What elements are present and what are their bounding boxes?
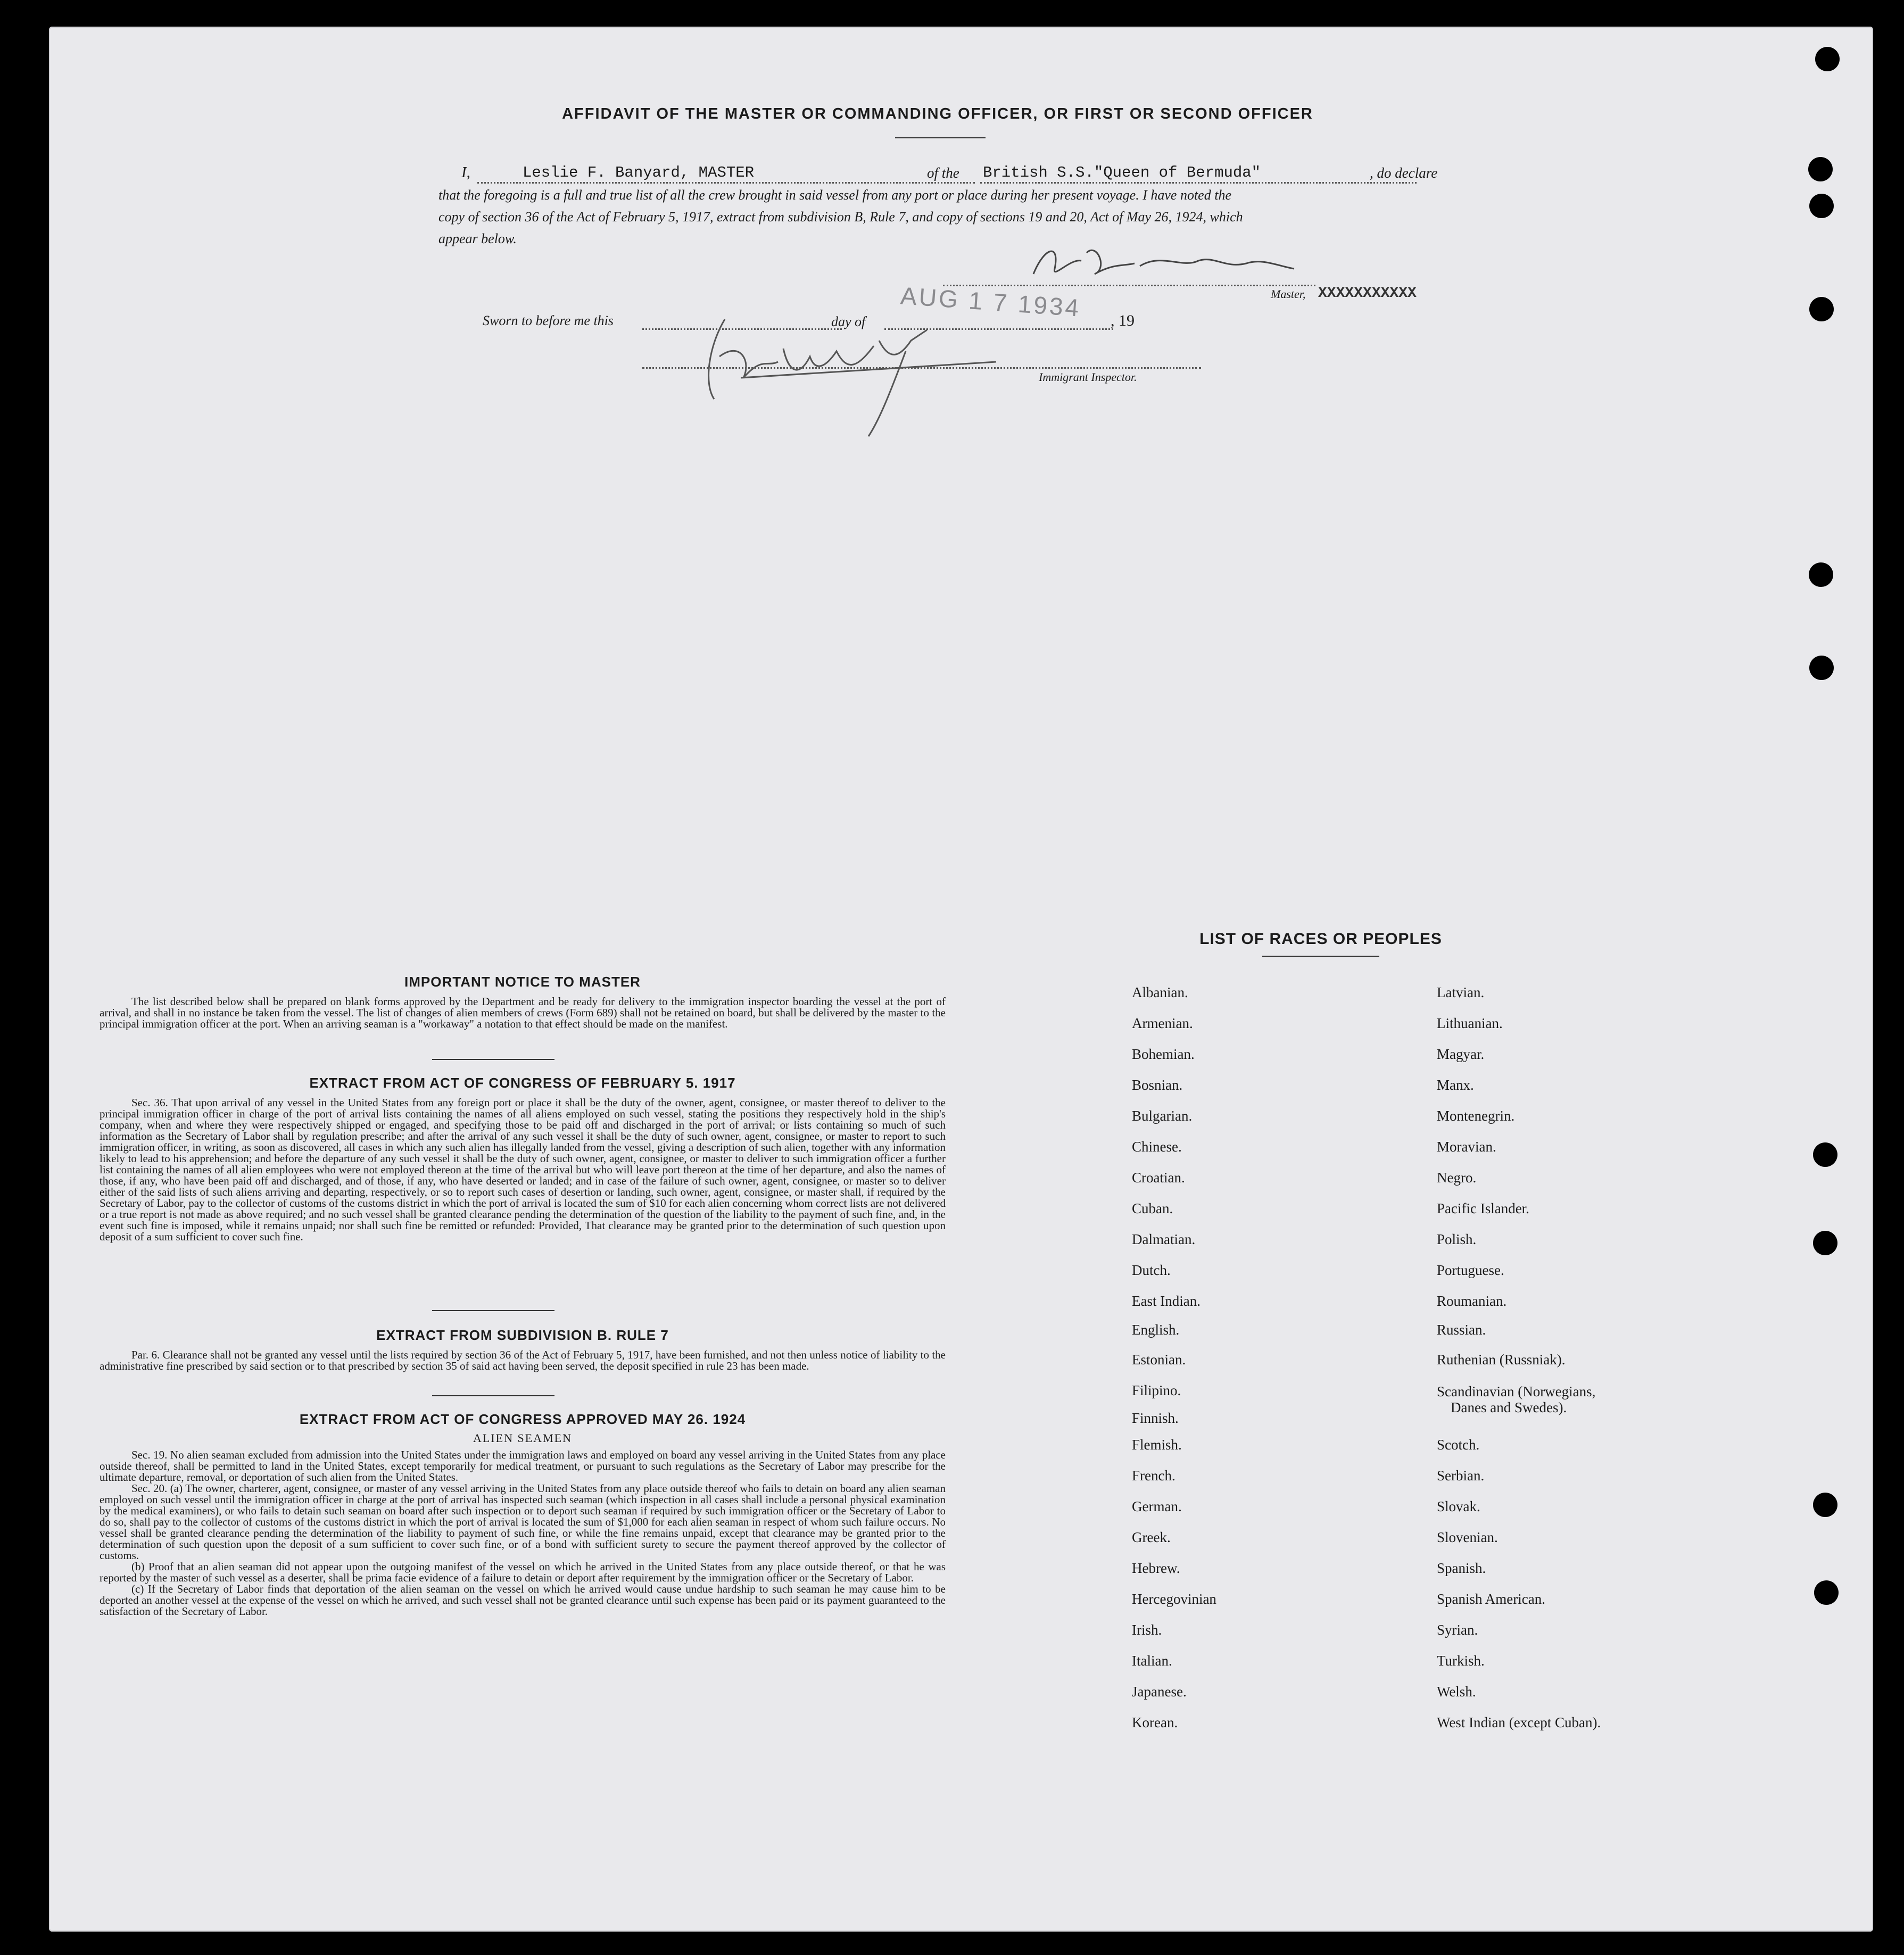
race-item: Finnish. [1132,1410,1179,1426]
dotted-line [477,182,975,184]
binder-hole [1809,297,1834,321]
inspector-signature [677,298,1007,447]
race-item: Hebrew. [1132,1560,1180,1576]
affidavit-i: I, [461,164,470,181]
master-name: Leslie F. Banyard, MASTER [523,164,755,181]
race-item: Slovenian. [1437,1529,1498,1545]
race-item: Estonian. [1132,1352,1186,1368]
race-item: Russian. [1437,1322,1486,1338]
race-item: Bohemian. [1132,1046,1195,1062]
binder-hole [1813,1142,1837,1167]
race-item: Lithuanian. [1437,1015,1503,1031]
race-item: Spanish American. [1437,1591,1545,1607]
race-item: English. [1132,1322,1180,1338]
binder-hole [1809,656,1834,680]
race-item: Dutch. [1132,1262,1171,1278]
race-item: Manx. [1437,1077,1474,1093]
race-item: French. [1132,1468,1175,1484]
vessel-name: British S.S."Queen of Bermuda" [983,164,1261,181]
extract-1924-subtitle: ALIEN SEAMEN [473,1431,572,1445]
race-item: Scandinavian (Norwegians, [1437,1384,1596,1399]
affidavit-title: AFFIDAVIT OF THE MASTER OR COMMANDING OFFICER, OR FIRST OR SECOND OFFICER [562,105,1313,122]
race-item: Slovak. [1437,1498,1480,1514]
race-item: Cuban. [1132,1200,1173,1216]
race-item: Syrian. [1437,1622,1478,1638]
binder-hole [1813,1493,1837,1517]
extract-1924-text: Sec. 19. No alien seaman excluded from admission into the United States under the immigration laws and employed on board any vessel arriving in the United States from any place outside thereof, shall be permitted to land in the United States, except temporarily for medical treatment, or pursuant to such regulations as the Secretary of Labor may prescribe for the ultimate departure, removal, or deportation of such alien from the United States. Sec. 20. (a) The owner, charterer, agent, consignee, or master of any vessel arriving in the United States from any place outside thereof who fails to detain on board any alien seaman employed on such vessel until the immigration officer in charge at the port of arrival has inspected such seaman (which inspection in all cases shall include a personal physical examination by the medical examiners), or who fails to detain such seaman on board after such inspection or to deport such seaman if required by such immigration officer or the Secretary of Labor to do so, shall pay to the collector of customs of the customs district in which the port of arrival is located the sum of $1,000 for each alien seaman in respect of whom such failure occurs. No vessel shall be granted clearance pending the determination of the liability to payment of such fine, or while the fine remains unpaid, except that clearance may be granted prior to the determination of such question upon the deposit of a sum sufficient to cover such fine, or of a bond with sufficient surety to secure the payment thereof approved by the collector of customs. (b) Proof that an alien seaman did not appear upon the outgoing manifest of the vessel on which he arrived in the United States from any place outside thereof, or that he was reported by the master of such vessel as a deserter, shall be prima facie evidence of a failure to detain or deport after requirement by the immigration officer or the Secretary of Labor. (c) If the Secretary of Labor finds that deportation of the alien seaman on the vessel on which he arrived would cause undue hardship to such seaman he may cause him to be deported an another vessel at the expense of the vessel on which he arrived, and such vessel shall not be granted clearance until such expense has been paid or its payment guaranteed to the satisfaction of the Secretary of Labor. [100,1448,946,1618]
year-prefix: , 19 [1111,312,1135,329]
inspector-line [642,367,1201,369]
dotted-line [980,182,1417,184]
race-item: Danes and Swedes). [1451,1399,1567,1415]
race-item: Albanian. [1132,984,1188,1000]
day-of-label: day of [831,314,866,329]
divider [895,137,986,138]
master-label: Master, [1271,287,1306,301]
notice-title: IMPORTANT NOTICE TO MASTER [404,974,641,990]
divider [432,1310,554,1311]
race-item: Filipino. [1132,1382,1181,1398]
race-item: Montenegrin. [1437,1108,1515,1124]
binder-hole [1809,194,1834,218]
divider [432,1059,554,1060]
struck-title: XXXXXXXXXXX [1318,285,1417,302]
race-item: Bulgarian. [1132,1108,1193,1124]
race-item: Moravian. [1437,1139,1496,1155]
divider [1262,956,1379,957]
races-title: LIST OF RACES OR PEOPLES [1199,930,1442,948]
race-item: Irish. [1132,1622,1162,1638]
binder-hole [1814,1580,1839,1605]
race-item: Pacific Islander. [1437,1200,1529,1216]
sworn-label: Sworn to before me this [483,313,614,328]
race-item: East Indian. [1132,1293,1201,1309]
race-item: Armenian. [1132,1015,1193,1031]
binder-hole [1813,1231,1837,1255]
race-item: Turkish. [1437,1653,1485,1669]
race-item: Dalmatian. [1132,1231,1196,1247]
race-item: Spanish. [1437,1560,1486,1576]
race-item: Chinese. [1132,1139,1182,1155]
extract-1917-title: EXTRACT FROM ACT OF CONGRESS OF FEBRUARY 5. 1917 [309,1075,736,1091]
race-item: Latvian. [1437,984,1485,1000]
race-item: German. [1132,1498,1182,1514]
rule-7-text: Par. 6. Clearance shall not be granted any vessel until the lists required by section 36 of the Act of February 5, 1917, have been furnished, and not then unless notice of liability to the administrative fine prescribed by said section or to that prescribed by section 35 of said act having been served, the deposit specified in rule 23 has been made. [100,1348,946,1372]
affidavit-line-4: appear below. [438,231,517,246]
race-item: Italian. [1132,1653,1172,1669]
race-item: Korean. [1132,1714,1178,1730]
race-item: Scotch. [1437,1437,1480,1453]
extract-1924-title: EXTRACT FROM ACT OF CONGRESS APPROVED MAY 26. 1924 [299,1411,746,1427]
race-item: West Indian (except Cuban). [1437,1714,1601,1730]
race-item: Negro. [1437,1170,1477,1186]
race-item: Roumanian. [1437,1293,1507,1309]
divider [432,1395,554,1396]
race-item: Portuguese. [1437,1262,1504,1278]
race-item: Bosnian. [1132,1077,1183,1093]
do-declare-label: , do declare [1370,165,1438,181]
date-stamp: AUG 1 7 1934 [899,281,1082,322]
race-item: Croatian. [1132,1170,1185,1186]
affidavit-line-2: that the foregoing is a full and true list of all the crew brought in said vessel from any port or place during her present voyage. I have noted the [438,187,1231,203]
race-item: Polish. [1437,1231,1477,1247]
inspector-label: Immigrant Inspector. [1039,370,1137,384]
master-signature [1023,237,1299,295]
rule-7-title: EXTRACT FROM SUBDIVISION B. RULE 7 [376,1327,669,1343]
race-item: Flemish. [1132,1437,1182,1453]
document-page [49,27,1873,1932]
binder-hole [1809,562,1833,587]
of-the-label: of the [927,165,959,181]
race-item: Japanese. [1132,1684,1187,1700]
race-item: Welsh. [1437,1684,1476,1700]
affidavit-line-3: copy of section 36 of the Act of February 5, 1917, extract from subdivision B, Rule 7, and copy of sections 19 and 20, Act of May 26, 1924, which [438,209,1243,225]
race-item: Hercegovinian [1132,1591,1216,1607]
race-item: Magyar. [1437,1046,1485,1062]
notice-text: The list described below shall be prepared on blank forms approved by the Department and be ready for delivery to the immigration inspector boarding the vessel at the port of arrival, and shall in no instance be taken from the vessel. The list of changes of alien members of crews (Form 689) shall not be retained on board, but shall be delivered by the master to the principal immigration officer at the port. When an arriving seaman is a "workaway" a notation to that effect should be made on the manifest. [100,995,946,1030]
race-item: Ruthenian (Russniak). [1437,1352,1566,1368]
race-item: Serbian. [1437,1468,1485,1484]
binder-hole [1815,47,1840,71]
race-item: Greek. [1132,1529,1171,1545]
extract-1917-text: Sec. 36. That upon arrival of any vessel in the United States from any foreign port or place it shall be the duty of the owner, agent, consignee, or master thereof to deliver to the principal immigration officer in charge of the port of arrival lists containing the names of all aliens employed on such vessel, stating the positions they respectively hold in the ship's company, when and where they were respectively shipped or engaged, and specifying those to be paid off and discharged in the port of arrival; or lists containing so much of such information as the Secretary of Labor shall by regulation prescribe; and after the arrival of any such vessel it shall be the duty of such owner, agent, consignee, or master to report to such immigration officer, in writing, as soon as discovered, all cases in which any such alien has illegally landed from the vessel, giving a description of such alien, together with any information likely to lead to his apprehension; and before the departure of any such vessel it shall be the duty of such owner, agent, consignee, or master to deliver to such immigration officer a further list containing the names of all alien employees who were not employed thereon at the time of the arrival but who will leave port thereon at the time of her departure, and also the names of those, if any, who have been paid off and discharged, and of those, if any, who have deserted or landed; and in case of the failure of such owner, agent, consignee, or master so to deliver either of the said lists of such aliens arriving and departing, respectively, or so to report such cases of desertion or landing, such owner, agent, consignee, or master shall, if required by the Secretary of Labor, pay to the collector of customs of the customs district in which the port of arrival is located the sum of $10 for each alien concerning whom correct lists are not delivered or a true report is not made as above required; and no such vessel shall be granted clearance pending the determination of the question of the liability to the payment of such fine, and, in the event such fine is imposed, while it remains unpaid; nor shall such fine be remitted or refunded: Provided, That clearance may be granted prior to the determination of such question upon deposit of a sum sufficient to cover such fine. [100,1096,946,1243]
binder-hole [1808,157,1833,181]
